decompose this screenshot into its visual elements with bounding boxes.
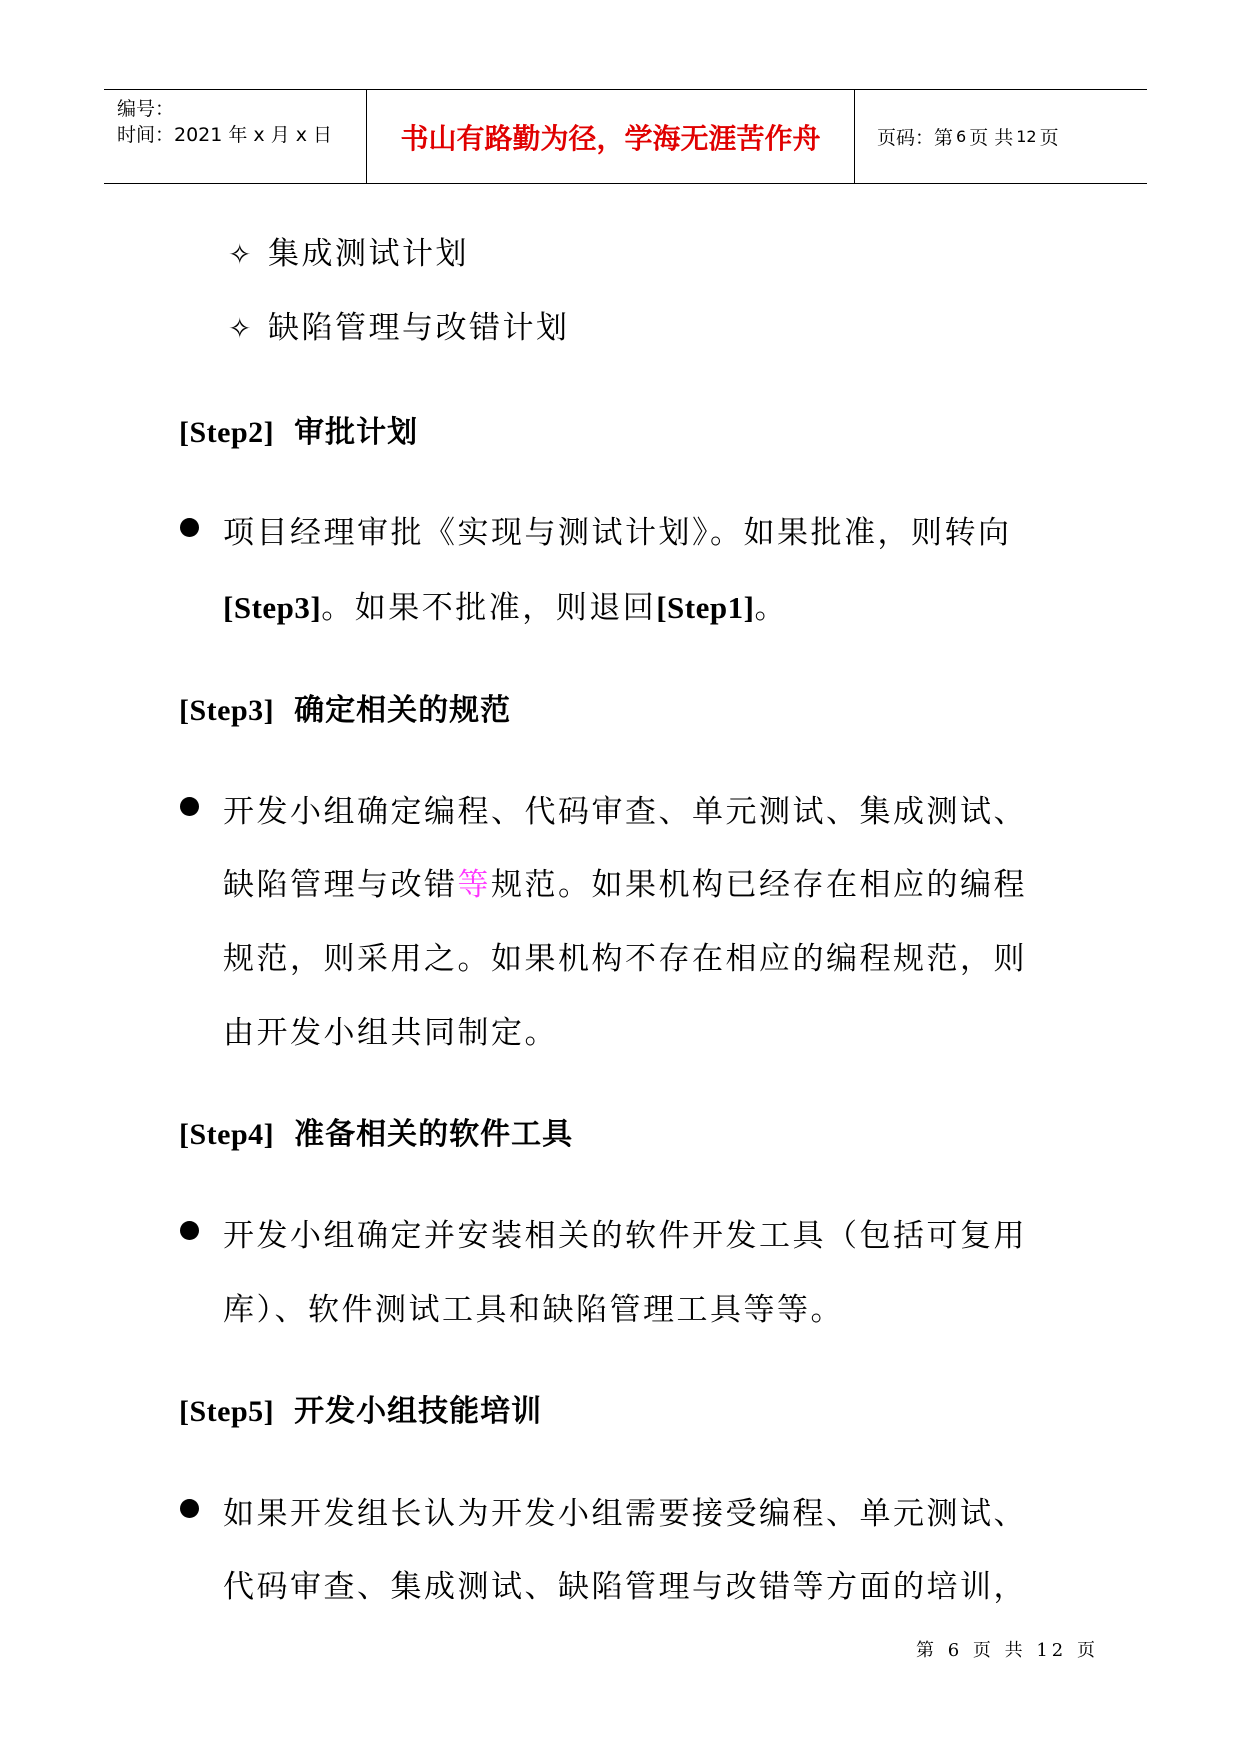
step-tag: [Step4] [179,1118,275,1151]
paragraph-text: 缺陷管理与改错 [223,867,458,903]
step-title: 确定相关的规范 [294,693,512,728]
paragraph-line: 如果开发组长认为开发小组需要接受编程、单元测试、 [223,1496,1027,1532]
paragraph-text: 。 [754,590,788,626]
step-tag: [Step2] [179,416,275,449]
header-meta-cell [104,90,367,183]
highlighted-text: 等 [457,867,491,903]
page-total: 12 [1016,127,1037,146]
list-item [228,228,469,273]
page-header [104,89,1147,184]
bullet-icon [180,1221,199,1240]
bullet-icon [180,797,199,816]
paragraph-text: 规范。如果机构已经存在相应的编程 [491,867,1027,903]
step-reference: [Step1] [656,590,755,625]
paragraph-line [223,582,788,627]
step-reference: [Step3] [223,590,322,625]
step-heading [179,685,511,729]
page-current: 6 [956,127,967,146]
step-tag: [Step3] [179,694,275,727]
step-heading [179,407,418,451]
header-motto: 书山有路勤为径，学海无涯苦作舟 [367,90,855,183]
step-tag: [Step5] [179,1395,275,1428]
list-item [228,302,570,347]
number-label: 编号： [117,98,175,120]
page-mid: 页 共 [969,127,1014,149]
time-label: 时间：2021 年 x 月 x 日 [117,124,333,146]
page-prefix: 页码：第 [877,127,954,149]
paragraph-line: 开发小组确定编程、代码审查、单元测试、集成测试、 [223,794,1027,830]
diamond-icon: ✧ [228,312,254,345]
step-title: 开发小组技能培训 [294,1394,543,1429]
paragraph-line: 规范，则采用之。如果机构不存在相应的编程规范，则 [223,941,1027,977]
page-suffix: 页 [1039,127,1059,149]
step-title: 准备相关的软件工具 [294,1117,574,1152]
step-heading [179,1386,542,1430]
diamond-icon: ✧ [228,238,254,271]
paragraph-line: 项目经理审批《实现与测试计划》。如果批准，则转向 [223,515,1012,551]
bullet-icon [180,518,199,537]
page-footer: 第 6 页 共 12 页 [916,1640,1099,1661]
paragraph-line: 代码审查、集成测试、缺陷管理与改错等方面的培训， [223,1569,1027,1605]
paragraph-line: 由开发小组共同制定。 [223,1015,558,1051]
paragraph-line: 开发小组确定并安装相关的软件开发工具（包括可复用 [223,1218,1027,1254]
list-item-text: 集成测试计划 [268,236,469,272]
paragraph-line: 库）、软件测试工具和缺陷管理工具等等。 [223,1292,844,1328]
bullet-icon [180,1499,199,1518]
paragraph-text: 。如果不批准，则退回 [321,590,657,626]
header-page-info [864,90,1147,183]
step-title: 审批计划 [294,415,419,450]
paragraph-line [223,859,1027,904]
step-heading [179,1109,573,1153]
list-item-text: 缺陷管理与改错计划 [268,310,570,346]
